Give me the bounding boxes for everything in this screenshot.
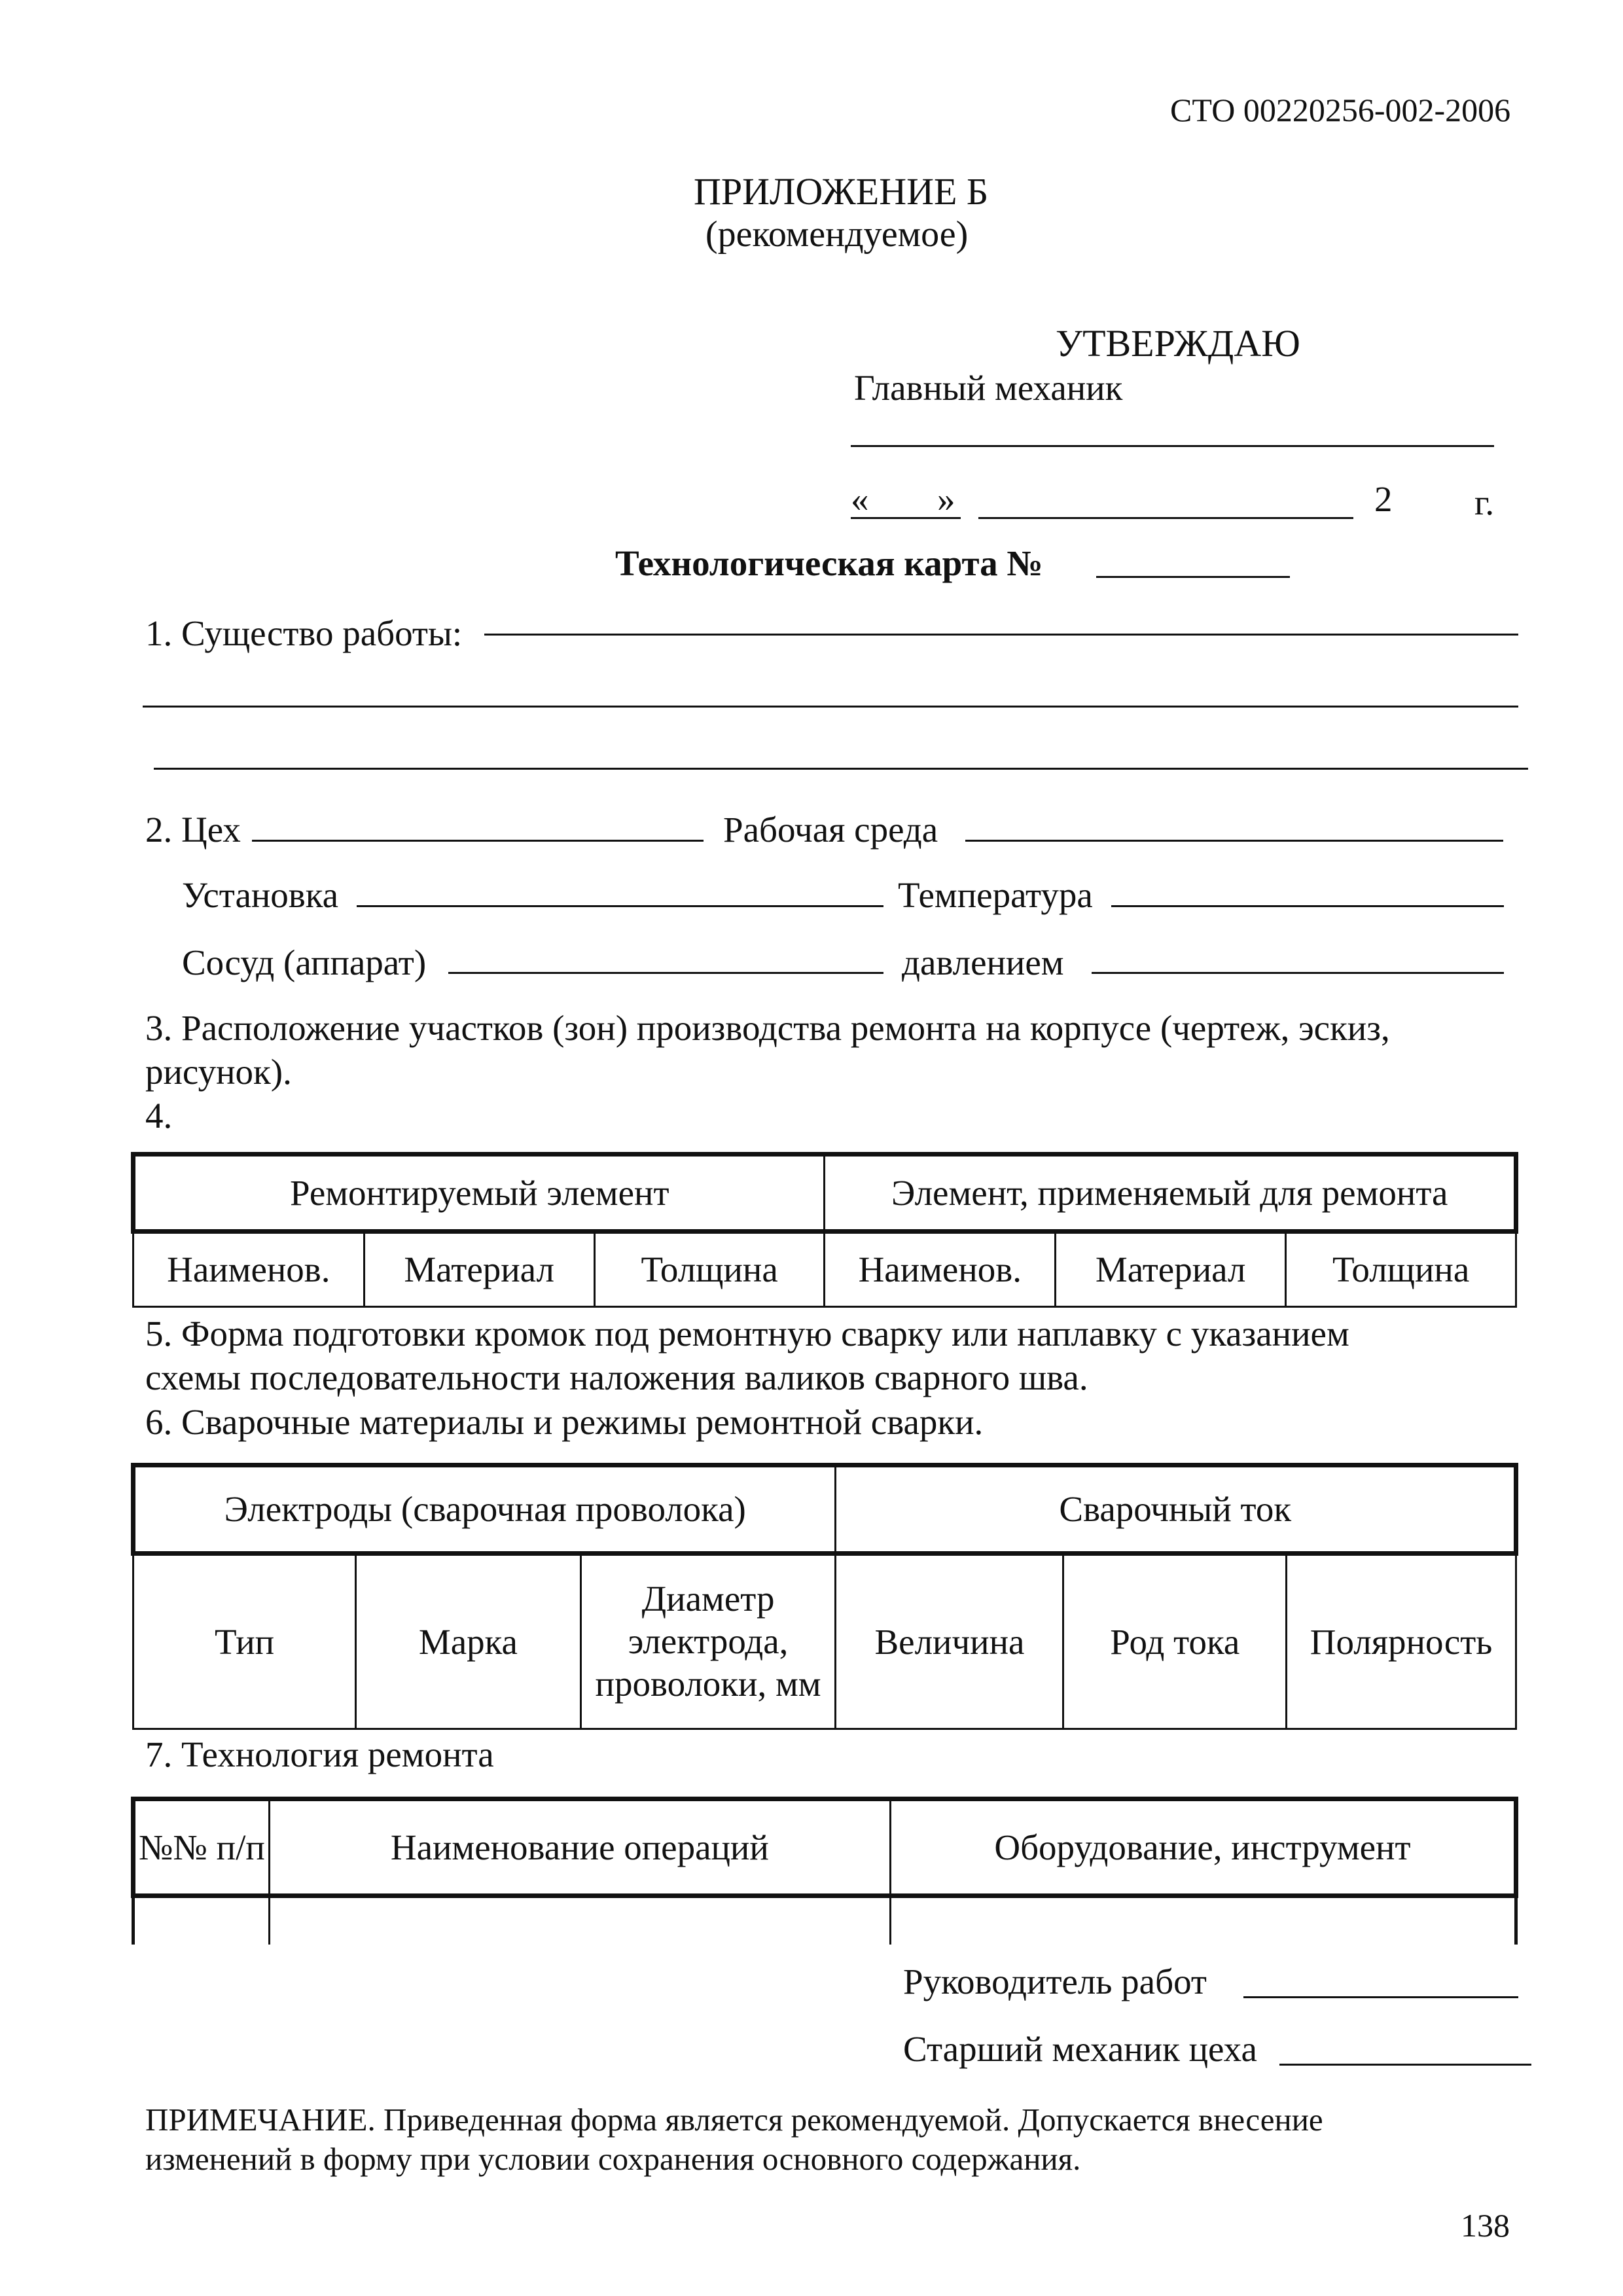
pressure-line[interactable] (1092, 972, 1504, 974)
senior-mechanic-label: Старший механик цеха (903, 2029, 1257, 2069)
unit-label: Установка (182, 875, 339, 915)
date-quote-open: « (851, 479, 869, 519)
appendix-subtitle: (рекомендуемое) (705, 214, 969, 255)
col-name-used: Наименов. (825, 1232, 1056, 1307)
section7-label: 7. Технология ремонта (145, 1734, 494, 1774)
unit-line[interactable] (357, 905, 883, 907)
col-magnitude: Величина (836, 1554, 1063, 1729)
work-essence-line-2[interactable] (143, 706, 1518, 708)
work-essence-line-1[interactable] (484, 634, 1518, 636)
vessel-line[interactable] (448, 972, 883, 974)
col-material-used: Материал (1056, 1232, 1286, 1307)
supervisor-label: Руководитель работ (903, 1962, 1207, 2001)
electrodes-header: Электроды (сварочная проволока) (134, 1465, 836, 1554)
section3-line2: рисунок). (145, 1052, 292, 1092)
col-diameter: Диаметр электрода, проволоки, мм (580, 1554, 836, 1729)
vessel-label: Сосуд (аппарат) (182, 942, 427, 982)
col-current-kind: Род тока (1063, 1554, 1287, 1729)
note-line1: ПРИМЕЧАНИЕ. Приведенная форма является рекомендуемой. Допускается внесение (145, 2102, 1323, 2138)
col-brand: Марка (356, 1554, 581, 1729)
repair-elements-table (131, 1152, 1518, 1308)
shop-line[interactable] (252, 840, 704, 842)
repair-technology-table (131, 1797, 1518, 1945)
date-month-line[interactable] (978, 517, 1353, 519)
row-equipment-cell[interactable] (890, 1896, 1516, 1945)
card-number-line[interactable] (1096, 576, 1290, 578)
date-quote-close: » (937, 479, 955, 519)
appendix-title: ПРИЛОЖЕНИЕ Б (694, 170, 989, 213)
document-code: СТО 00220256-002-2006 (1170, 92, 1511, 128)
pressure-label: давлением (902, 942, 1064, 982)
section5-line1: 5. Форма подготовки кромок под ремонтную сварку или наплавку с указанием (145, 1314, 1349, 1354)
approver-position: Главный механик (854, 368, 1123, 408)
medium-label: Рабочая среда (723, 810, 938, 850)
page-number: 138 (1461, 2207, 1510, 2244)
temperature-label: Температура (898, 875, 1093, 915)
section5-line2: схемы последовательности наложения валиков сварного шва. (145, 1357, 1088, 1397)
approve-heading: УТВЕРЖДАЮ (1056, 322, 1300, 365)
date-year-suffix: г. (1474, 482, 1495, 522)
row-operation-cell[interactable] (269, 1896, 890, 1945)
col-polarity: Полярность (1287, 1554, 1516, 1729)
used-element-header: Элемент, применяемый для ремонта (825, 1155, 1516, 1232)
section1-label: 1. Существо работы: (145, 613, 463, 653)
medium-line[interactable] (965, 840, 1503, 842)
card-title: Технологическая карта № (615, 543, 1043, 583)
date-year-digit: 2 (1374, 479, 1393, 519)
col-material-repaired: Материал (364, 1232, 594, 1307)
col-type: Тип (134, 1554, 356, 1729)
col-item-number: №№ п/п (134, 1799, 270, 1896)
note-line2: изменений в форму при условии сохранения основного содержания. (145, 2141, 1081, 2177)
senior-mechanic-signature-line[interactable] (1279, 2064, 1531, 2066)
col-operation-name: Наименование операций (269, 1799, 890, 1896)
col-thickness-used: Толщина (1286, 1232, 1516, 1307)
welding-materials-table (131, 1463, 1518, 1730)
col-thickness-repaired: Толщина (594, 1232, 825, 1307)
section4-label: 4. (145, 1096, 173, 1136)
repaired-element-header: Ремонтируемый элемент (134, 1155, 825, 1232)
shop-label: 2. Цех (145, 810, 241, 850)
col-equipment: Оборудование, инструмент (890, 1799, 1516, 1896)
work-essence-line-3[interactable] (154, 768, 1528, 770)
row-item-number-cell[interactable] (134, 1896, 270, 1945)
temperature-line[interactable] (1111, 905, 1504, 907)
col-name-repaired: Наименов. (134, 1232, 365, 1307)
approver-signature-line[interactable] (851, 445, 1494, 447)
section6-label: 6. Сварочные материалы и режимы ремонтной сварки. (145, 1402, 984, 1442)
section3-line1: 3. Расположение участков (зон) производства ремонта на корпусе (чертеж, эскиз, (145, 1008, 1390, 1048)
welding-current-header: Сварочный ток (836, 1465, 1516, 1554)
supervisor-signature-line[interactable] (1243, 1996, 1518, 1998)
date-day-line[interactable] (851, 517, 961, 519)
